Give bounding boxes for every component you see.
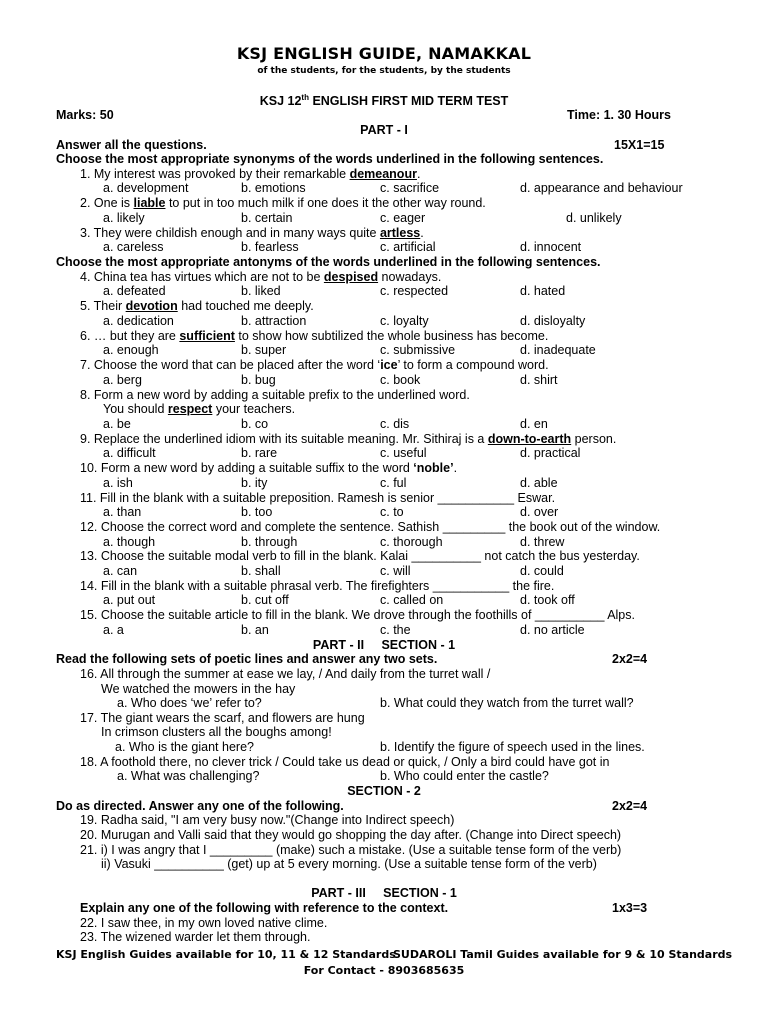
option-b: b. rare xyxy=(241,446,278,460)
question-text: 4. China tea has virtues which are not to be xyxy=(80,270,324,284)
question-7 xyxy=(80,358,549,372)
footer-ksj-guides: KSJ English Guides available for 10, 11 & 12 Standards xyxy=(56,948,396,961)
question-text: ’ to form a compound word. xyxy=(397,358,549,372)
part3-heading: PART - III SECTION - 1 xyxy=(311,886,457,900)
option-a: a. dedication xyxy=(103,314,174,328)
question-text: . xyxy=(420,226,424,240)
part2-heading: PART - II SECTION - 1 xyxy=(312,638,456,652)
option-d: d. unlikely xyxy=(566,211,622,225)
option-b: b. liked xyxy=(241,284,281,298)
part2-score: 2x2=4 xyxy=(612,652,648,666)
guide-tagline: of the students, for the students, by the students xyxy=(257,66,511,76)
question-1 xyxy=(80,167,420,181)
question-18: 18. A foothold there, no clever trick / Could take us dead or quick, / Only a bird could have got in xyxy=(80,755,610,769)
question-text: 6. … but they are xyxy=(80,329,180,343)
question-text: to show how subtilized the whole business has become. xyxy=(234,329,549,343)
option-d: d. could xyxy=(520,564,564,578)
sub-question-b: b. Who could enter the castle? xyxy=(380,769,549,783)
question-text: to put in too much milk if one does it the other way round. xyxy=(165,196,486,210)
sub-question-a: a. Who is the giant here? xyxy=(115,740,254,754)
section2-instruction: Do as directed. Answer any one of the following. xyxy=(56,799,344,813)
question-17: 17. The giant wears the scarf, and flowers are hung xyxy=(80,711,365,725)
underlined-word: despised xyxy=(323,270,379,284)
sub-question-b: b. What could they watch from the turret wall? xyxy=(380,696,634,710)
option-c: c. dis xyxy=(380,417,410,431)
option-a: a. be xyxy=(103,417,131,431)
question-text: 2. One is xyxy=(80,196,134,210)
question-17-line2: In crimson clusters all the boughs among! xyxy=(101,725,332,739)
option-b: b. co xyxy=(241,417,269,431)
option-c: c. useful xyxy=(380,446,427,460)
question-9 xyxy=(80,432,616,446)
option-c: c. to xyxy=(380,505,404,519)
underlined-word: demeanour xyxy=(349,167,417,181)
question-13: 13. Choose the suitable modal verb to fill in the blank. Kalai __________ not catch the bus yesterday. xyxy=(80,549,640,563)
sub-question-b: b. Identify the figure of speech used in the lines. xyxy=(380,740,645,754)
question-text: 1. My interest was provoked by their remarkable xyxy=(80,167,350,181)
option-b: b. fearless xyxy=(241,240,299,254)
option-d: d. shirt xyxy=(520,373,558,387)
guide-title: KSJ ENGLISH GUIDE, NAMAKKAL xyxy=(236,44,532,63)
question-text: . xyxy=(416,167,421,181)
option-b: b. ity xyxy=(241,476,268,490)
option-a: a. though xyxy=(103,535,156,549)
question-16: 16. All through the summer at ease we lay, / And daily from the turret wall / xyxy=(80,667,491,681)
question-6 xyxy=(80,329,548,343)
option-c: c. loyalty xyxy=(380,314,429,328)
question-5 xyxy=(80,299,314,313)
question-text: nowadays. xyxy=(378,270,442,284)
option-d: d. took off xyxy=(520,593,575,607)
question-8-sentence xyxy=(103,402,295,416)
underlined-word: liable xyxy=(133,196,166,210)
underlined-word: down-to-earth xyxy=(487,432,572,446)
question-11: 11. Fill in the blank with a suitable preposition. Ramesh is senior ___________ Eswar. xyxy=(80,491,556,505)
question-21-i: 21. i) I was angry that I _________ (make) such a mistake. (Use a suitable tense form of the verb) xyxy=(80,843,622,857)
option-a: a. likely xyxy=(103,211,145,225)
test-title-post: ENGLISH FIRST MID TERM TEST xyxy=(308,94,509,109)
question-12: 12. Choose the correct word and complete the sentence. Sathish _________ the book out of the window. xyxy=(80,520,661,534)
option-d: d. en xyxy=(520,417,548,431)
part3-score: 1x3=3 xyxy=(612,901,648,915)
question-3 xyxy=(80,226,424,240)
question-text: had touched me deeply. xyxy=(177,299,314,313)
question-16-line2: We watched the mowers in the hay xyxy=(101,682,296,696)
option-b: b. certain xyxy=(241,211,293,225)
option-b: b. cut off xyxy=(241,593,289,607)
option-c: c. ful xyxy=(380,476,407,490)
option-c: c. submissive xyxy=(380,343,456,357)
question-text: 7. Choose the word that can be placed after the word ‘ xyxy=(80,358,381,372)
option-a: a. than xyxy=(103,505,142,519)
option-a: a. berg xyxy=(103,373,142,387)
question-20: 20. Murugan and Valli said that they would go shopping the day after. (Change into Direct speech) xyxy=(80,828,622,842)
option-d: d. disloyalty xyxy=(520,314,586,328)
option-b: b. attraction xyxy=(241,314,307,328)
option-c: c. eager xyxy=(380,211,426,225)
section2-heading: SECTION - 2 xyxy=(347,784,421,798)
bold-word: ‘noble’ xyxy=(413,461,454,475)
option-c: c. the xyxy=(380,623,411,637)
underlined-word: artless xyxy=(379,226,421,240)
synonym-heading: Choose the most appropriate synonyms of the words underlined in the following sentences. xyxy=(56,152,604,166)
question-21-ii: ii) Vasuki __________ (get) up at 5 every morning. (Use a suitable tense form of the verb) xyxy=(101,857,597,871)
question-text: person. xyxy=(571,432,617,446)
time-label: Time: 1. 30 Hours xyxy=(567,108,671,122)
question-text: You should xyxy=(103,402,168,416)
option-b: b. shall xyxy=(241,564,281,578)
option-c: c. will xyxy=(380,564,411,578)
option-b: b. through xyxy=(241,535,298,549)
option-a: a. defeated xyxy=(103,284,166,298)
option-b: b. emotions xyxy=(241,181,306,195)
question-19: 19. Radha said, "I am very busy now."(Change into Indirect speech) xyxy=(80,813,455,827)
option-a: a. put out xyxy=(103,593,156,607)
option-d: d. over xyxy=(520,505,559,519)
underlined-word: devotion xyxy=(125,299,178,313)
question-8: 8. Form a new word by adding a suitable prefix to the underlined word. xyxy=(80,388,470,402)
footer-contact: For Contact - 8903685635 xyxy=(303,964,465,977)
part1-score: 15X1=15 xyxy=(614,138,665,152)
option-b: b. super xyxy=(241,343,287,357)
option-d: d. no article xyxy=(520,623,585,637)
marks-label: Marks: 50 xyxy=(56,108,114,122)
option-a: a. difficult xyxy=(103,446,156,460)
option-c: c. artificial xyxy=(380,240,436,254)
question-15: 15. Choose the suitable article to fill in the blank. We drove through the foothills of __________ Alps. xyxy=(80,608,635,622)
question-14: 14. Fill in the blank with a suitable phrasal verb. The firefighters ___________ the fire. xyxy=(80,579,555,593)
underlined-word: respect xyxy=(167,402,213,416)
option-d: d. threw xyxy=(520,535,565,549)
part2-instruction: Read the following sets of poetic lines and answer any two sets. xyxy=(56,652,438,666)
section2-score: 2x2=4 xyxy=(612,799,648,813)
question-text: . xyxy=(453,461,458,475)
part1-instruction: Answer all the questions. xyxy=(56,138,207,152)
test-title-pre: KSJ 12 xyxy=(259,94,302,109)
question-2 xyxy=(80,196,486,210)
option-d: d. practical xyxy=(520,446,581,460)
sub-question-a: a. Who does ‘we’ refer to? xyxy=(117,696,262,710)
question-4 xyxy=(80,270,441,284)
underlined-word: sufficient xyxy=(179,329,235,343)
option-c: c. respected xyxy=(380,284,449,298)
question-22: 22. I saw thee, in my own loved native clime. xyxy=(80,916,328,930)
question-23: 23. The wizened warder let them through. xyxy=(80,930,311,944)
footer-sudaroli-guides: SUDAROLI Tamil Guides available for 9 & 10 Standards xyxy=(393,948,733,961)
option-a: a. can xyxy=(103,564,138,578)
option-a: a. ish xyxy=(103,476,133,490)
question-text: your teachers. xyxy=(212,402,296,416)
option-a: a. enough xyxy=(103,343,159,357)
option-d: d. innocent xyxy=(520,240,582,254)
antonym-heading: Choose the most appropriate antonyms of the words underlined in the following sentences. xyxy=(56,255,601,269)
option-c: c. called on xyxy=(380,593,444,607)
sub-question-a: a. What was challenging? xyxy=(117,769,260,783)
option-c: c. thorough xyxy=(380,535,443,549)
option-d: d. inadequate xyxy=(520,343,596,357)
question-10 xyxy=(80,461,457,475)
option-a: a. a xyxy=(103,623,124,637)
part3-instruction: Explain any one of the following with reference to the context. xyxy=(80,901,449,915)
option-b: b. an xyxy=(241,623,269,637)
option-a: a. careless xyxy=(103,240,164,254)
option-b: b. bug xyxy=(241,373,276,387)
test-title xyxy=(0,93,768,108)
option-c: c. sacrifice xyxy=(380,181,440,195)
question-text: 3. They were childish enough and in many ways quite xyxy=(80,226,380,240)
question-text: 10. Form a new word by adding a suitable suffix to the word xyxy=(80,461,414,475)
option-d: d. appearance and behaviour xyxy=(520,181,683,195)
part1-heading: PART - I xyxy=(360,123,408,137)
option-d: d. hated xyxy=(520,284,566,298)
option-a: a. development xyxy=(103,181,189,195)
question-text: 5. Their xyxy=(80,299,126,313)
question-text: 9. Replace the underlined idiom with its suitable meaning. Mr. Sithiraj is a xyxy=(80,432,488,446)
option-d: d. able xyxy=(520,476,558,490)
option-b: b. too xyxy=(241,505,273,519)
test-title-sup: th xyxy=(301,93,309,102)
bold-word: ice xyxy=(380,358,398,372)
option-c: c. book xyxy=(380,373,421,387)
